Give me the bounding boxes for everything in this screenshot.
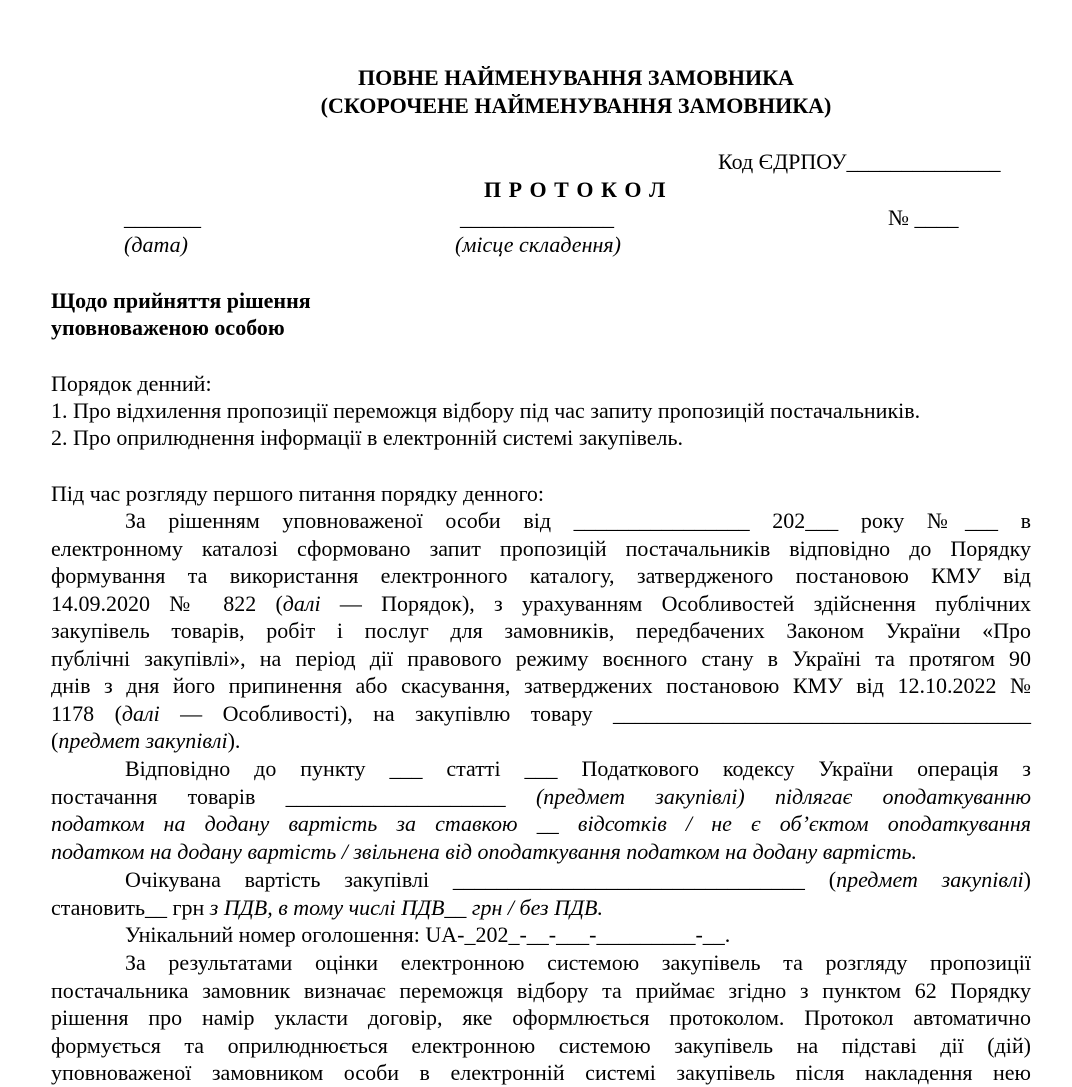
paragraph-2 <box>51 755 1031 865</box>
agenda-item: 2. Про оприлюднення інформації в електронній системі закупівель. <box>51 425 684 450</box>
italic-segment: далі <box>121 700 160 726</box>
paragraph-line: податком на додану вартість / звільнена від оподаткування податком на додану вартість. <box>51 838 918 864</box>
date-blank: _______ <box>124 205 201 230</box>
subject-line-1: Щодо прийняття рішення <box>51 288 311 313</box>
paragraph-line: електронному каталозі сформовано запит пропозицій постачальників відповідно до Порядку <box>51 535 1031 561</box>
paragraph-line <box>51 727 1031 755</box>
edrpou-field: Код ЄДРПОУ______________ <box>718 149 1001 174</box>
paragraph-line: податком на додану вартість за ставкою __ відсотків / не є об’єктом оподаткування <box>51 811 1031 836</box>
place-blank: ______________ <box>460 205 614 230</box>
paragraph-line: За результатами оцінки електронною системою закупівель та розгляду пропозиції <box>125 950 1031 975</box>
text-segment: становить__ грн <box>51 894 210 920</box>
paragraph-line: днів з дня його припинення або скасування, затверджених постановою КМУ від 12.10.2022 № <box>51 673 1031 698</box>
paragraph-line: закупівель товарів, робіт і послуг для замовників, передбачених Законом України «Про <box>51 618 1031 643</box>
subject-line-2: уповноваженою особою <box>51 315 285 340</box>
paragraph-line <box>51 700 1031 728</box>
text-segment: — Порядок), з урахуванням Особливостей здійснення публічних <box>320 590 1031 616</box>
paragraph-line: публічні закупівлі», на період дії правового режиму воєнного стану в Україні та протягом 90 <box>51 645 1031 671</box>
agenda-item: 1. Про відхилення пропозиції переможця відбору під час запиту пропозицій постачальників. <box>51 398 921 423</box>
paragraph-4 <box>51 921 1031 949</box>
italic-segment: з ПДВ, в тому числі ПДВ__ грн / без ПДВ. <box>209 894 603 920</box>
italic-segment: предмет закупівлі <box>836 867 1024 892</box>
italic-segment: (предмет закупівлі) підлягає оподаткуванню <box>535 783 1031 809</box>
paragraph-1 <box>51 507 1031 755</box>
text-segment: постачання товарів ____________________ <box>51 783 536 809</box>
body-intro: Під час розгляду першого питання порядку денного: <box>51 481 545 506</box>
paragraph-line: постачальника замовник визначає переможця відбору та приймає згідно з пунктом 62 Порядку <box>51 977 1031 1003</box>
paragraph-line <box>51 590 1031 618</box>
paragraph-line: рішення про намір укласти договір, яке оформлюється протоколом. Протокол автоматично <box>51 1005 1031 1030</box>
paragraph-line: формування та використання електронного каталогу, затвердженого постановою КМУ від <box>51 563 1031 588</box>
paragraph-line <box>51 783 1031 811</box>
paragraph-line: За рішенням уповноваженої особи від ________________ 202___ року №___ в <box>125 508 1031 533</box>
paragraph-line: формується та оприлюднюється електронною системою закупівель на підставі дії (дій) <box>51 1032 1031 1058</box>
agenda-heading: Порядок денний: <box>51 371 212 396</box>
text-segment: ). <box>227 728 241 753</box>
paragraph-line <box>51 866 1031 894</box>
place-caption: (місце складення) <box>455 232 621 257</box>
customer-short-name: (СКОРОЧЕНЕ НАЙМЕНУВАННЯ ЗАМОВНИКА) <box>320 93 832 118</box>
text-segment: ( <box>51 728 59 753</box>
protocol-title: П Р О Т О К О Л <box>484 177 667 202</box>
date-caption: (дата) <box>124 232 188 257</box>
text-segment: 14.09.2020 № 822 ( <box>51 590 283 616</box>
customer-full-name: ПОВНЕ НАЙМЕНУВАННЯ ЗАМОВНИКА <box>358 65 794 90</box>
paragraph-line: Унікальний номер оголошення: UA-_202_-__-___-_________-__. <box>125 922 731 947</box>
text-segment: ) <box>1023 867 1031 892</box>
paragraph-line: уповноваженої замовником особи в електронній системі закупівель після накладення нею <box>51 1060 1031 1085</box>
text-segment: Очікувана вартість закупівлі ________________________________ ( <box>125 867 837 892</box>
italic-segment: предмет закупівлі <box>58 728 228 753</box>
paragraph-line: Відповідно до пункту ___ статті ___ Податкового кодексу України операція з <box>125 756 1031 781</box>
paragraph-line <box>51 894 1031 922</box>
paragraph-5 <box>51 949 1031 1087</box>
text-segment: — Особливості), на закупівлю товару ______________________________________ <box>159 700 1031 726</box>
italic-segment: далі <box>282 590 321 616</box>
protocol-number-field: № ____ <box>888 205 959 230</box>
paragraph-3 <box>51 866 1031 921</box>
text-segment: 1178 ( <box>51 700 122 726</box>
